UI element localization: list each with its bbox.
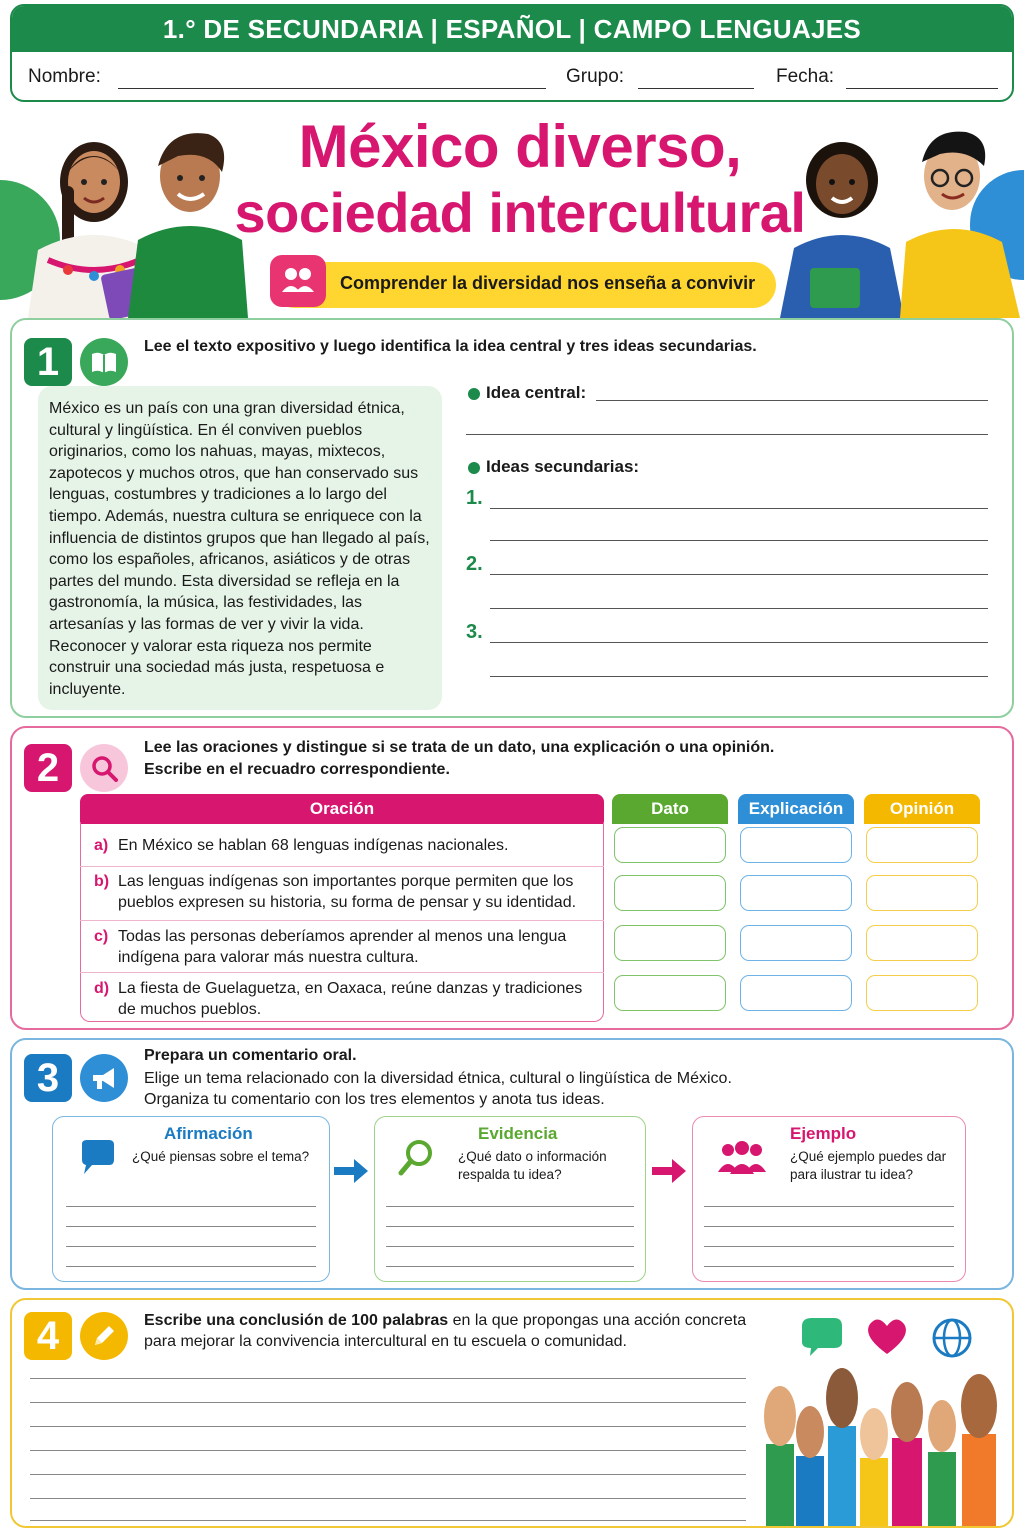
bullet-dot: [468, 462, 480, 474]
claim-write-line[interactable]: [66, 1266, 316, 1267]
section-4-instruction-2: para mejorar la convivencia intercultural en tu escuela o comunidad.: [144, 1333, 627, 1350]
name-label: Nombre:: [28, 66, 101, 87]
section-3-number: 3: [24, 1054, 72, 1102]
group-field[interactable]: [638, 88, 754, 89]
evidence-write-line[interactable]: [386, 1206, 634, 1207]
raised-hands-illustration: [762, 1316, 1012, 1526]
worksheet-title-line2: sociedad intercultural: [234, 181, 806, 244]
evidence-write-line[interactable]: [386, 1266, 634, 1267]
section-4-instruction-1: [144, 1310, 746, 1332]
section-4-instruction-rest: en la que propongas una acción concreta: [448, 1312, 747, 1329]
opinion-answer-box[interactable]: [866, 827, 978, 863]
section-1-instruction: Lee el texto expositivo y luego identifica la idea central y tres ideas secundarias.: [144, 338, 757, 355]
secondary-idea-line[interactable]: [490, 574, 988, 575]
student-info-row: [12, 52, 1012, 102]
data-answer-box[interactable]: [614, 925, 726, 961]
tagline-text: Comprender la diversidad nos enseña a convivir: [340, 273, 756, 293]
central-idea-line[interactable]: [596, 400, 988, 401]
conclusion-write-line[interactable]: [30, 1426, 746, 1427]
megaphone-icon: [80, 1054, 128, 1102]
conclusion-write-line[interactable]: [30, 1402, 746, 1403]
secondary-idea-line[interactable]: [490, 676, 988, 677]
example-write-line[interactable]: [704, 1246, 954, 1247]
row-sentence: La fiesta de Guelaguetza, en Oaxaca, reúne danzas y tradiciones de muchos pueblos.: [118, 980, 583, 1018]
row-sentence: En México se hablan 68 lenguas indígenas nacionales.: [118, 837, 509, 854]
section-2-instruction-2: Escribe en el recuadro correspondiente.: [144, 761, 450, 778]
secondary-number-1: 1.: [466, 487, 483, 509]
magnifier-icon: [80, 744, 128, 792]
speech-bubble-icon: [78, 1138, 116, 1176]
conclusion-write-line[interactable]: [30, 1498, 746, 1499]
section-2-number: 2: [24, 744, 72, 792]
chat-bubble-icon: [802, 1318, 842, 1356]
claim-question: ¿Qué piensas sobre el tema?: [132, 1149, 310, 1164]
pencil-icon: [80, 1312, 128, 1360]
date-field[interactable]: [846, 88, 998, 89]
conclusion-write-line[interactable]: [30, 1474, 746, 1475]
secondary-idea-line[interactable]: [490, 608, 988, 609]
claim-write-line[interactable]: [66, 1206, 316, 1207]
explanation-answer-box[interactable]: [740, 875, 852, 911]
row-divider: [80, 920, 604, 921]
evidence-title: Evidencia: [478, 1124, 558, 1143]
header-explanation: Explicación: [738, 794, 854, 824]
secondary-ideas-label: Ideas secundarias:: [486, 457, 640, 476]
claim-write-line[interactable]: [66, 1226, 316, 1227]
header-banner: 1.° DE SECUNDARIA | ESPAÑOL | CAMPO LENGUAJES: [12, 6, 1012, 52]
arrow-right-icon: [650, 1156, 690, 1186]
opinion-answer-box[interactable]: [866, 875, 978, 911]
header-sentence: Oración: [80, 794, 604, 824]
explanation-answer-box[interactable]: [740, 975, 852, 1011]
expository-text: México es un país con una gran diversidad étnica, cultural y lingüística. En él conviven pueblos originarios, como los nahuas, mayas, mixtecos, zapotecos y muchos otros, que han conservado sus lenguas, costumbres y tradiciones a lo largo del tiempo. Además, nuestra cultura se enriquece con la influencia de distintos grupos que han llegado al país, como los españoles, africanos, asiáticos y de otras partes del mundo. Esta diversidad se refleja en la gastronomía, la música, las festividades, las artesanías y las formas de ver y vivir la vida. Reconocer y valorar esta riqueza nos permite construir una sociedad más justa, respetuosa e incluyente.: [38, 386, 442, 710]
row-divider: [80, 866, 604, 867]
arrow-right-icon: [332, 1156, 372, 1186]
secondary-idea-line[interactable]: [490, 642, 988, 643]
group-label: Grupo:: [566, 66, 625, 87]
name-field[interactable]: [118, 88, 546, 89]
explanation-answer-box[interactable]: [740, 925, 852, 961]
data-answer-box[interactable]: [614, 975, 726, 1011]
secondary-number-2: 2.: [466, 553, 483, 575]
book-icon: [80, 338, 128, 386]
secondary-number-3: 3.: [466, 621, 483, 643]
header-data: Dato: [612, 794, 728, 824]
claim-write-line[interactable]: [66, 1246, 316, 1247]
row-letter: b): [94, 873, 110, 890]
header-box: [10, 4, 1014, 102]
opinion-answer-box[interactable]: [866, 925, 978, 961]
date-label: Fecha:: [776, 66, 835, 87]
example-title: Ejemplo: [790, 1124, 857, 1143]
row-sentence: Las lenguas indígenas son importantes porque permiten que los pueblos expresen su historia, su forma de pensar y su identidad.: [118, 873, 577, 911]
magnifier-icon: [398, 1138, 436, 1178]
section-3-instruction-1: Elige un tema relacionado con la diversidad étnica, cultural o lingüística de México.: [144, 1070, 732, 1087]
bullet-dot: [468, 388, 480, 400]
section-4-number: 4: [24, 1312, 72, 1360]
secondary-idea-line[interactable]: [490, 508, 988, 509]
section-4-instruction-bold: Escribe una conclusión de 100 palabras: [144, 1312, 449, 1329]
section-3-instruction-2: Organiza tu comentario con los tres elementos y anota tus ideas.: [144, 1091, 605, 1108]
conclusion-write-line[interactable]: [30, 1520, 746, 1521]
row-letter: c): [94, 928, 109, 945]
evidence-write-line[interactable]: [386, 1226, 634, 1227]
section-1-number: 1: [24, 338, 72, 386]
opinion-answer-box[interactable]: [866, 975, 978, 1011]
data-answer-box[interactable]: [614, 827, 726, 863]
example-write-line[interactable]: [704, 1226, 954, 1227]
data-answer-box[interactable]: [614, 875, 726, 911]
section-3-instruction-title: Prepara un comentario oral.: [144, 1047, 357, 1064]
conclusion-write-line[interactable]: [30, 1450, 746, 1451]
heart-icon: [868, 1319, 906, 1354]
worksheet-title-line1: México diverso,: [298, 113, 742, 180]
row-letter: d): [94, 980, 110, 997]
example-question: ¿Qué ejemplo puedes dar para ilustrar tu idea?: [790, 1149, 947, 1182]
section-2-instruction-1: Lee las oraciones y distingue si se trata de un dato, una explicación o una opinión.: [144, 739, 775, 756]
secondary-idea-line[interactable]: [490, 540, 988, 541]
people-icon: [718, 1140, 766, 1176]
row-divider: [80, 972, 604, 973]
dialogue-icon: [270, 255, 326, 307]
header-opinion: Opinión: [864, 794, 980, 824]
conclusion-write-line[interactable]: [30, 1378, 746, 1379]
example-write-line[interactable]: [704, 1266, 954, 1267]
claim-title: Afirmación: [164, 1124, 253, 1143]
evidence-write-line[interactable]: [386, 1246, 634, 1247]
central-idea-label: Idea central:: [486, 383, 587, 402]
row-letter: a): [94, 837, 109, 854]
example-write-line[interactable]: [704, 1206, 954, 1207]
explanation-answer-box[interactable]: [740, 827, 852, 863]
evidence-question: ¿Qué dato o información respalda tu idea?: [458, 1149, 607, 1182]
row-sentence: Todas las personas deberíamos aprender al menos una lengua indígena para valorar más nuestra cultura.: [118, 928, 567, 966]
central-idea-line[interactable]: [466, 434, 988, 435]
